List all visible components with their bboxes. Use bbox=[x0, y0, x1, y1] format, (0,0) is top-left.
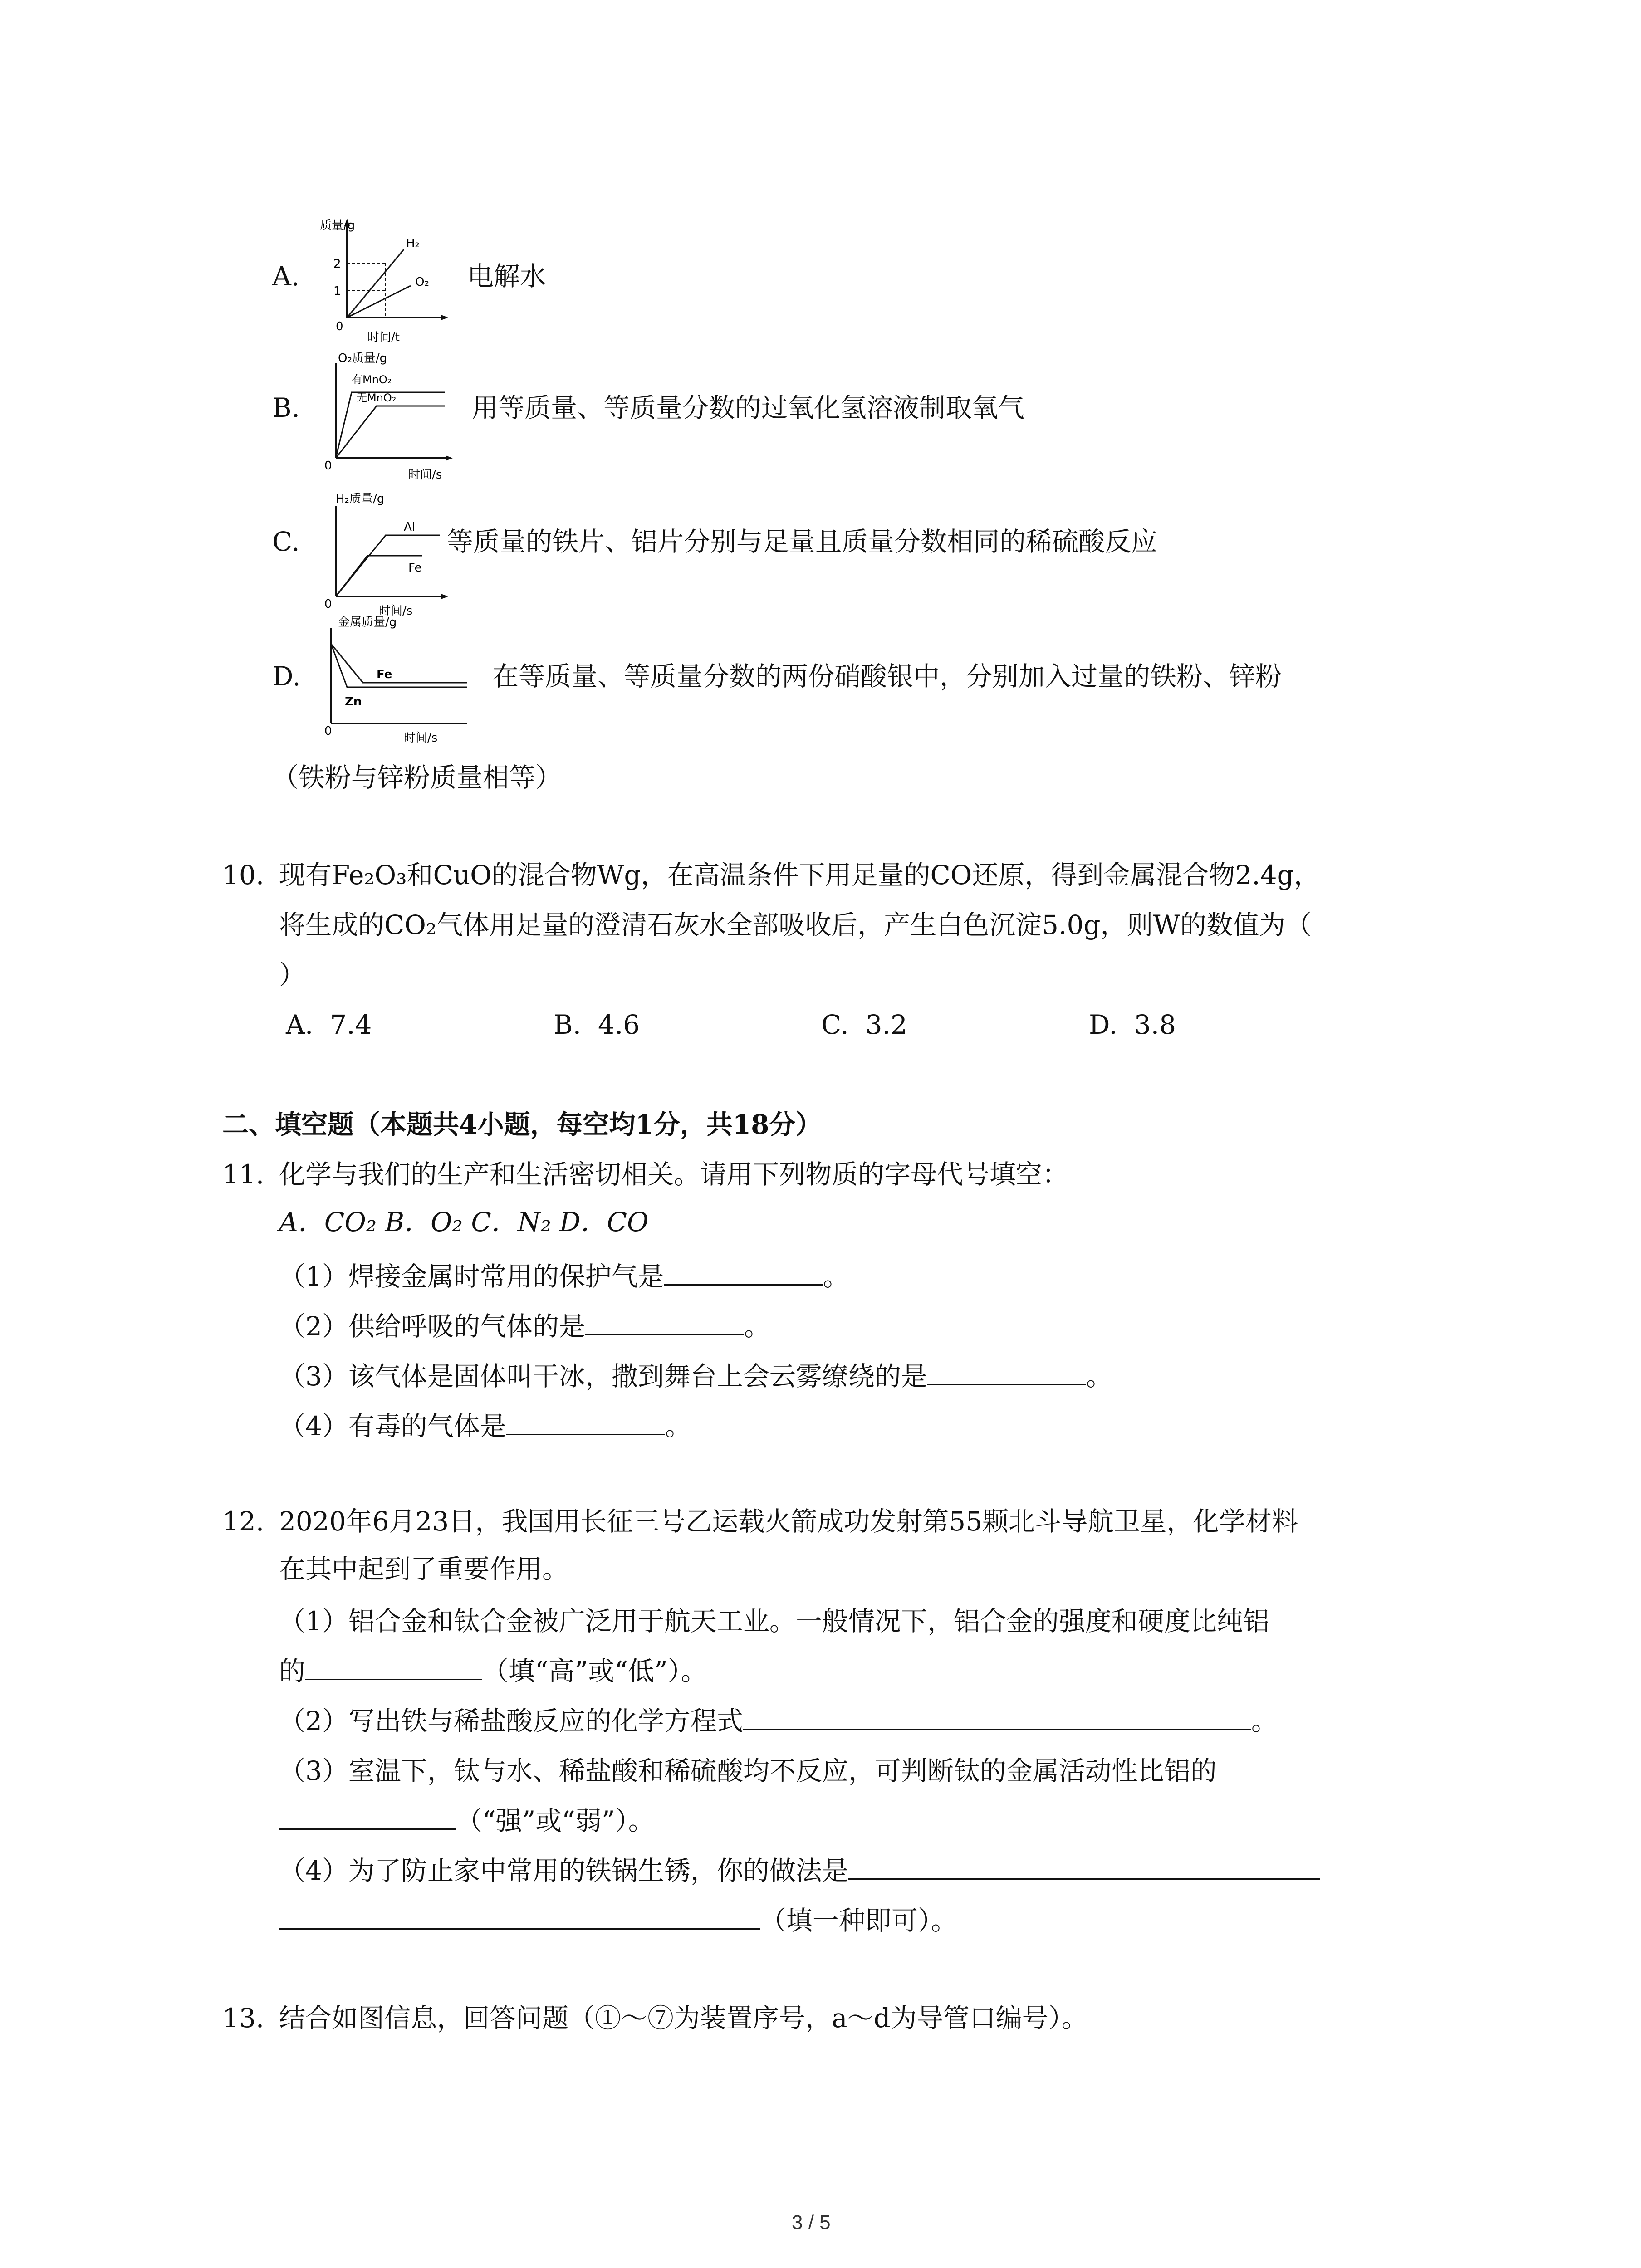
question-12-line-2: 在其中起到了重要作用。 bbox=[279, 1554, 569, 1584]
graph-a-origin: 0 bbox=[336, 320, 343, 333]
graph-a-ytick-2: 2 bbox=[333, 257, 341, 271]
question-10-option-d: D. 3.8 bbox=[1089, 1009, 1176, 1040]
graph-c-ylabel: H₂质量/g bbox=[336, 492, 385, 506]
option-a-label: A. bbox=[272, 261, 300, 292]
answer-blank[interactable] bbox=[305, 1658, 482, 1680]
question-10-number: 10. bbox=[222, 860, 265, 890]
graph-a-xlabel: 时间/t bbox=[367, 331, 400, 344]
graph-d-zn-label: Zn bbox=[345, 695, 362, 709]
graph-b-with-catalyst: 有MnO₂ bbox=[352, 373, 392, 386]
question-11-item-3: （3）该气体是固体叫干冰，撒到舞台上会云雾缭绕的是 。 bbox=[279, 1361, 1112, 1392]
question-12-part-1a: （1）铝合金和钛合金被广泛用于航天工业。一般情况下，铝合金的强度和硬度比纯铝 bbox=[279, 1606, 1269, 1637]
graph-c-al-label: Al bbox=[404, 520, 416, 534]
answer-blank[interactable] bbox=[848, 1857, 1320, 1880]
graph-d-fe-label: Fe bbox=[377, 668, 392, 681]
graph-a-ylabel: 质量/g bbox=[320, 219, 355, 232]
question-12-part-2: （2）写出铁与稀盐酸反应的化学方程式 。 bbox=[279, 1706, 1278, 1736]
question-11-item-2: （2）供给呼吸的气体的是 。 bbox=[279, 1311, 770, 1342]
answer-blank[interactable] bbox=[279, 1808, 456, 1830]
answer-blank[interactable] bbox=[585, 1313, 744, 1335]
option-b-text: 用等质量、等质量分数的过氧化氢溶液制取氧气 bbox=[472, 392, 1025, 423]
option-d-text-2: （铁粉与锌粉质量相等） bbox=[272, 762, 562, 793]
question-11-number: 11. bbox=[222, 1159, 265, 1190]
graph-a-o2-label: O₂ bbox=[415, 275, 429, 289]
electrolysis-graph bbox=[313, 213, 463, 345]
option-d-label: D. bbox=[272, 661, 301, 692]
question-10-line-2: 将生成的CO₂气体用足量的澄清石灰水全部吸收后，产生白色沉淀5.0g，则W的数值为（ bbox=[279, 909, 1312, 940]
section-2-title: 二、填空题（本题共4小题，每空均1分，共18分） bbox=[222, 1109, 822, 1140]
question-11-item-4: （4）有毒的气体是 。 bbox=[279, 1411, 691, 1442]
option-d-text: 在等质量、等质量分数的两份硝酸银中，分别加入过量的铁粉、锌粉 bbox=[492, 661, 1282, 692]
question-12-part-4: （4）为了防止家中常用的铁锅生锈，你的做法是 bbox=[279, 1857, 1320, 1884]
page-number: 3 / 5 bbox=[792, 2211, 831, 2234]
hydrogen-peroxide-graph bbox=[313, 349, 467, 481]
question-13-number: 13. bbox=[222, 2003, 265, 2033]
question-13-text: 结合如图信息，回答问题（①～⑦为装置序号，a～d为导管口编号）。 bbox=[279, 2003, 1088, 2033]
answer-blank[interactable] bbox=[279, 1907, 760, 1930]
answer-blank[interactable] bbox=[927, 1363, 1086, 1385]
graph-c-xlabel: 时间/s bbox=[379, 604, 413, 617]
graph-d-xlabel: 时间/s bbox=[404, 731, 438, 745]
question-10-line-3: ） bbox=[279, 959, 306, 990]
question-12-line-1: 2020年6月23日，我国用长征三号乙运载火箭成功发射第55颗北斗导航卫星，化学材料 bbox=[279, 1506, 1298, 1537]
answer-blank[interactable] bbox=[506, 1413, 665, 1435]
silver-nitrate-graph bbox=[313, 610, 476, 746]
graph-c-origin: 0 bbox=[324, 597, 332, 611]
question-12-part-3: （3）室温下，钛与水、稀盐酸和稀硫酸均不反应，可判断钛的金属活动性比铝的 bbox=[279, 1755, 1217, 1786]
question-12-part-4b: （填一种即可）。 bbox=[279, 1907, 957, 1934]
option-c-label: C. bbox=[272, 526, 300, 557]
question-11-stem: 化学与我们的生产和生活密切相关。请用下列物质的字母代号填空： bbox=[279, 1159, 1069, 1190]
question-12-part-3b: （“强”或“弱”）。 bbox=[279, 1808, 655, 1834]
answer-blank[interactable] bbox=[743, 1708, 1251, 1730]
graph-c-fe-label: Fe bbox=[408, 561, 422, 575]
graph-b-origin: 0 bbox=[324, 459, 332, 473]
question-10-option-b: B. 4.6 bbox=[554, 1009, 640, 1040]
question-12-number: 12. bbox=[222, 1506, 265, 1537]
graph-b-ylabel: O₂质量/g bbox=[338, 352, 387, 365]
graph-a-h2-label: H₂ bbox=[406, 237, 420, 250]
graph-a-ytick-1: 1 bbox=[333, 284, 341, 298]
question-11-choices: A．CO₂ B．O₂ C．N₂ D．CO bbox=[279, 1207, 649, 1237]
question-10-line-1: 现有Fe₂O₃和CuO的混合物Wg，在高温条件下用足量的CO还原，得到金属混合物2.4g， bbox=[279, 860, 1320, 890]
question-12-part-1b: 的 （填“高”或“低”）。 bbox=[279, 1656, 707, 1686]
question-11-item-1: （1）焊接金属时常用的保护气是 。 bbox=[279, 1261, 849, 1292]
graph-b-without-catalyst: 无MnO₂ bbox=[356, 391, 397, 404]
question-10-option-a: A. 7.4 bbox=[286, 1009, 372, 1040]
graph-d-ylabel: 金属质量/g bbox=[338, 616, 397, 629]
option-a-text: 电解水 bbox=[467, 261, 547, 292]
question-10-option-c: C. 3.2 bbox=[821, 1009, 907, 1040]
graph-d-origin: 0 bbox=[324, 724, 332, 738]
answer-blank[interactable] bbox=[664, 1263, 823, 1286]
option-b-label: B. bbox=[272, 392, 300, 423]
graph-b-xlabel: 时间/s bbox=[408, 468, 442, 481]
iron-aluminum-graph bbox=[313, 485, 463, 617]
option-c-text: 等质量的铁片、铝片分别与足量且质量分数相同的稀硫酸反应 bbox=[447, 526, 1158, 557]
